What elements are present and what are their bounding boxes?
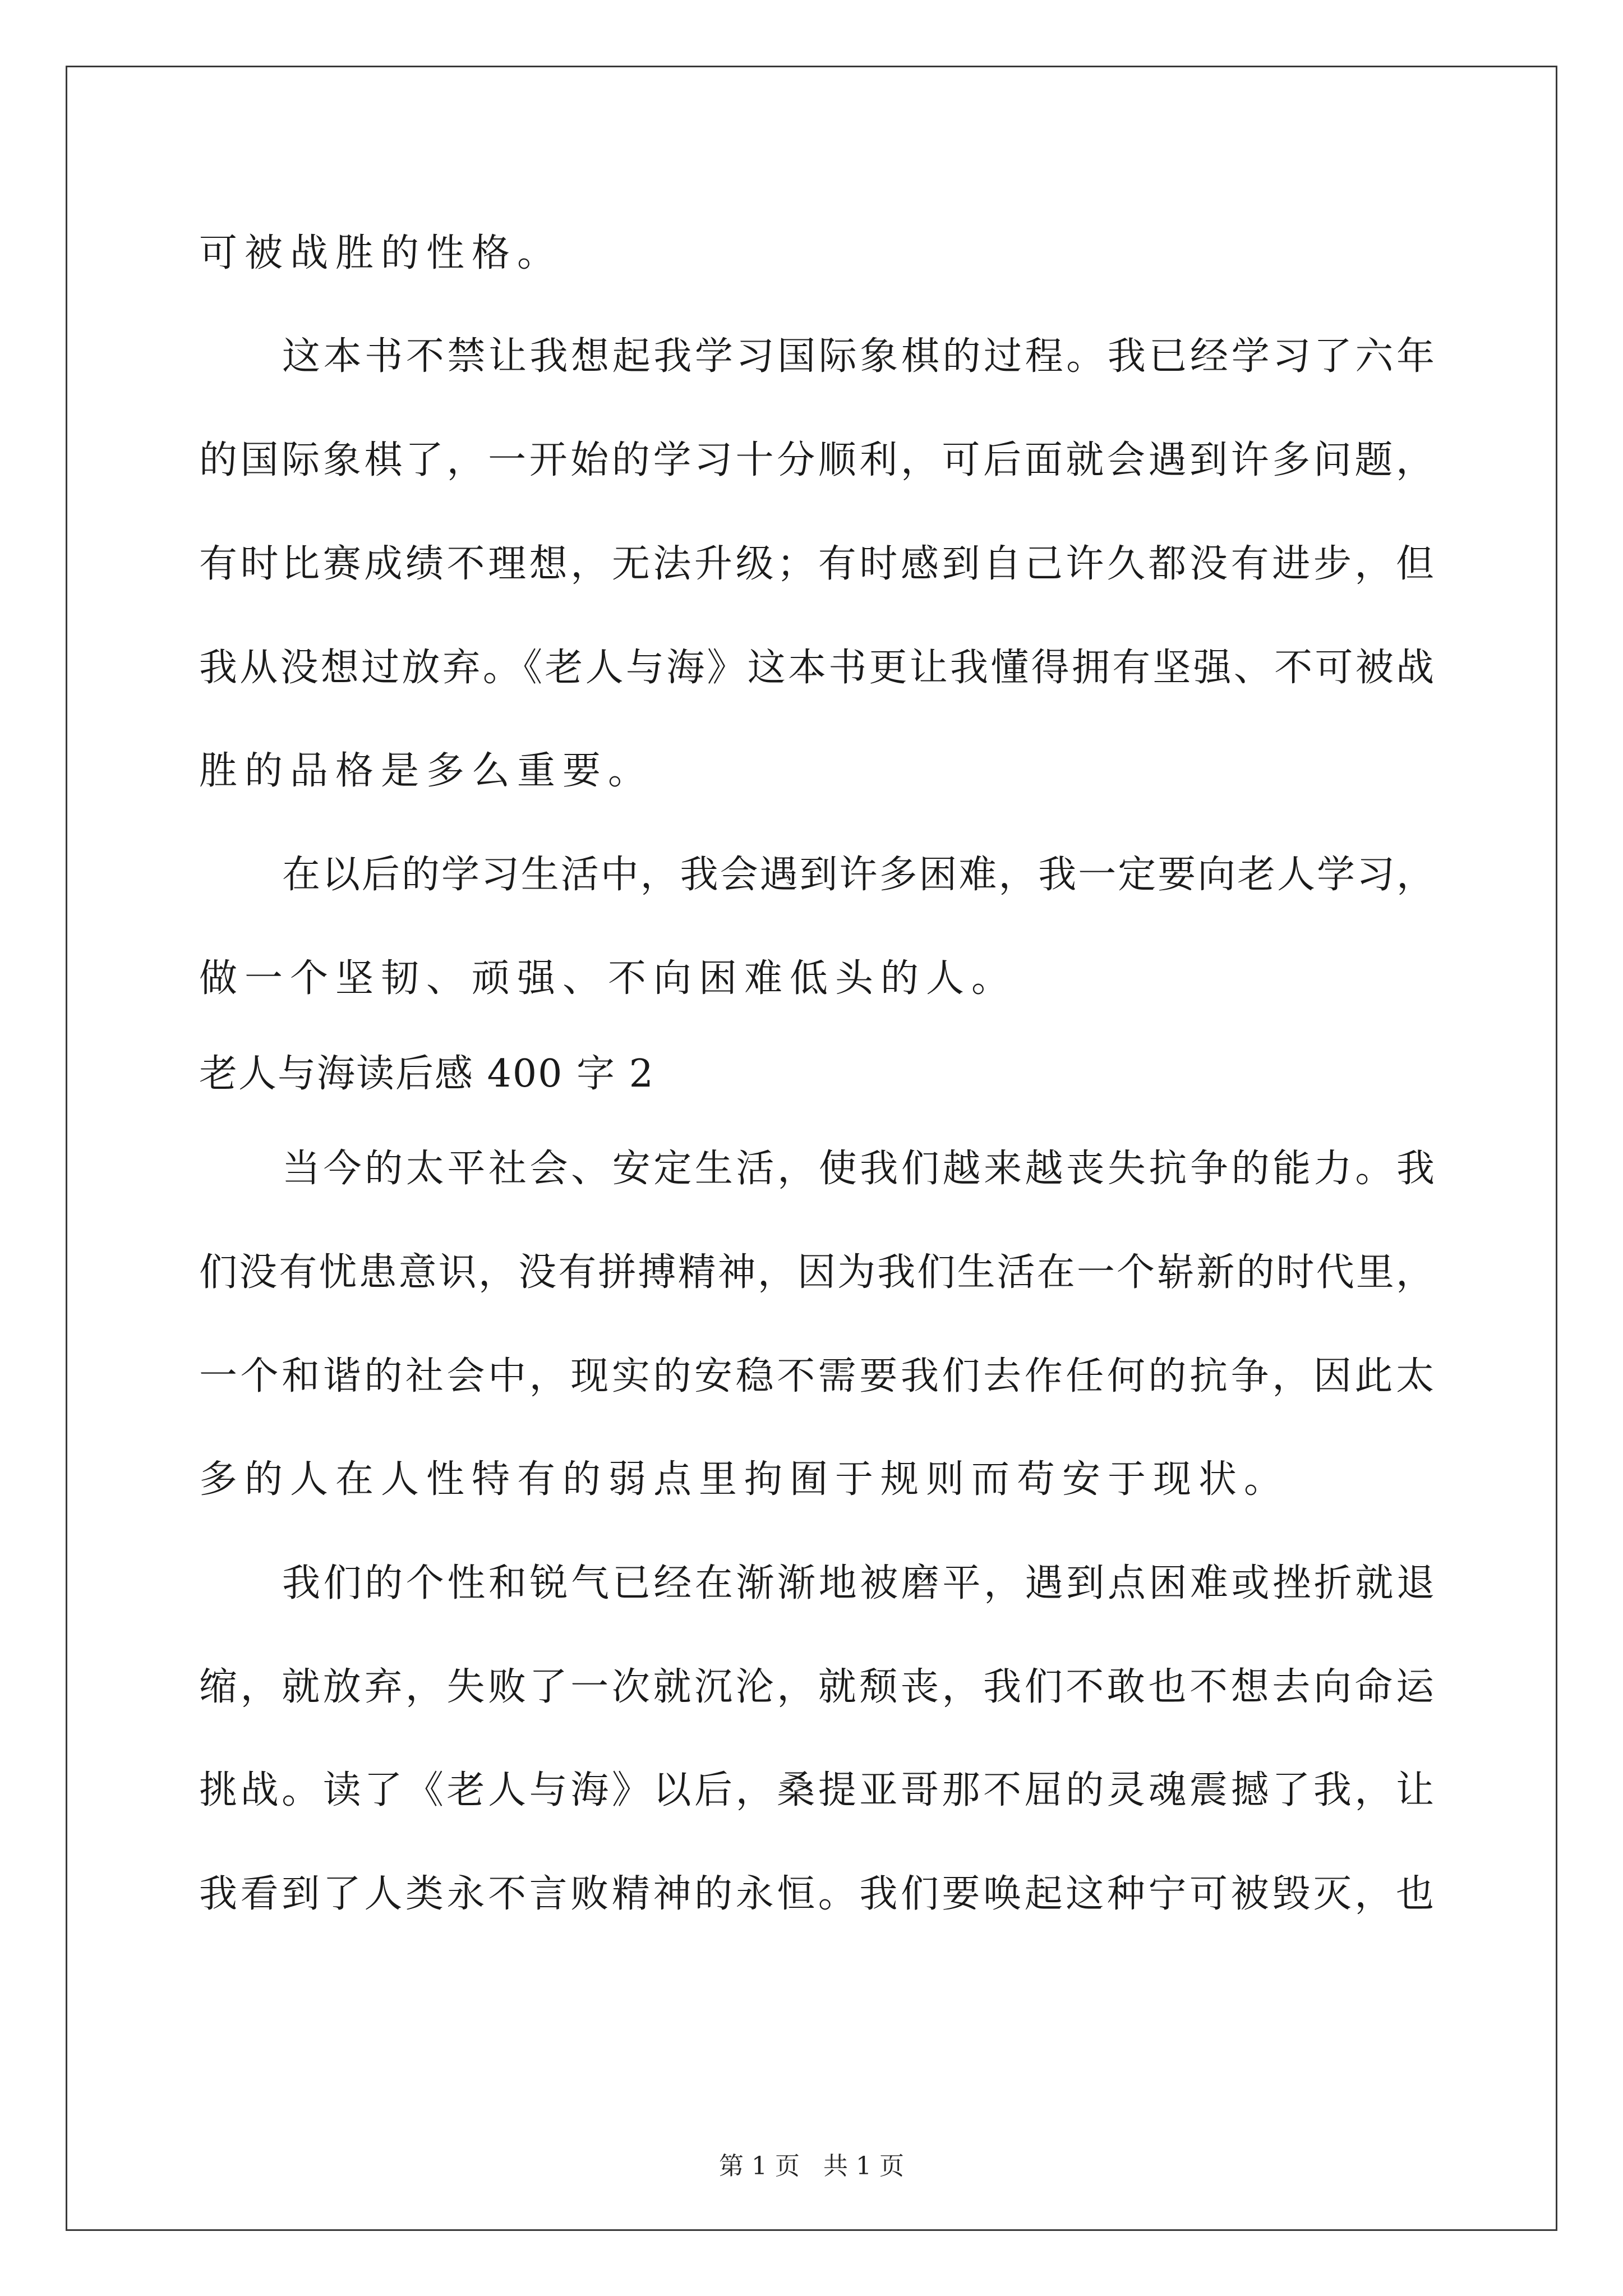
- paragraph-line: 一个和谐的社会中，现实的安稳不需要我们去作任何的抗争，因此太: [199, 1354, 1434, 1398]
- paragraph-line: 当今的太平社会、安定生活，使我们越来越丧失抗争的能力。我: [282, 1147, 1435, 1191]
- paragraph-line: 这本书不禁让我想起我学习国际象棋的过程。我已经学习了六年: [282, 334, 1435, 379]
- paragraph-line: 们没有忧患意识，没有拼搏精神，因为我们生活在一个崭新的时代里，: [199, 1250, 1434, 1295]
- paragraph-line: 的国际象棋了，一开始的学习十分顺利，可后面就会遇到许多问题，: [199, 438, 1434, 482]
- paragraph-line: 我看到了人类永不言败精神的永恒。我们要唤起这种宁可被毁灭，也: [199, 1872, 1434, 1916]
- paragraph-line: 做一个坚韧、顽强、不向困难低头的人。: [199, 956, 1017, 1001]
- paragraph-line: 胜的品格是多么重要。: [199, 749, 654, 793]
- section-heading: 老人与海读后感 400 字 2: [199, 1052, 654, 1096]
- page-footer: 第 1 页 共 1 页: [719, 2152, 904, 2180]
- paragraph-line: 我们的个性和锐气已经在渐渐地被磨平，遇到点困难或挫折就退: [282, 1561, 1435, 1605]
- paragraph-line: 我从没想过放弃。《老人与海》这本书更让我懂得拥有坚强、不可被战: [199, 646, 1434, 690]
- paragraph-line: 可被战胜的性格。: [199, 231, 563, 275]
- paragraph-line: 多的人在人性特有的弱点里拘囿于规则而苟安于现状。: [199, 1457, 1290, 1502]
- paragraph-line: 在以后的学习生活中，我会遇到许多困难，我一定要向老人学习，: [282, 853, 1435, 897]
- paragraph-line: 挑战。读了《老人与海》以后，桑提亚哥那不屈的灵魂震撼了我，让: [199, 1768, 1434, 1812]
- paragraph-line: 缩，就放弃，失败了一次就沉沦，就颓丧，我们不敢也不想去向命运: [199, 1665, 1434, 1709]
- paragraph-line: 有时比赛成绩不理想，无法升级；有时感到自己许久都没有进步，但: [199, 542, 1434, 586]
